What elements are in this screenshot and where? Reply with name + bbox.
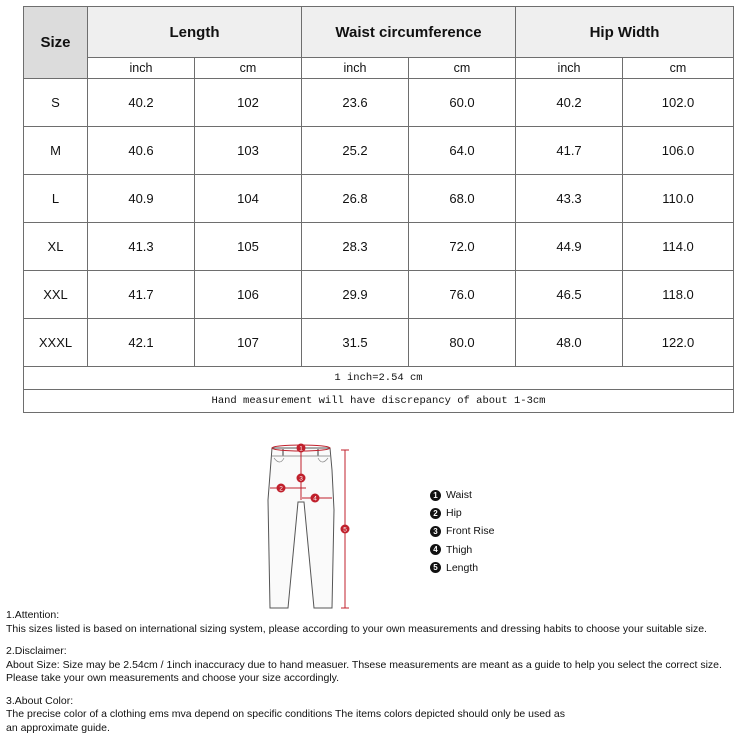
legend-item-waist: [430, 486, 494, 504]
legend-item-front-rise: [430, 522, 494, 540]
legend-label: Front Rise: [446, 525, 495, 538]
waist-inch: 29.9: [302, 271, 409, 319]
number-2-icon: 2: [430, 508, 441, 519]
waist-cm: 60.0: [409, 79, 516, 127]
legend-item-hip: [430, 504, 494, 522]
number-5-icon: 5: [430, 562, 441, 573]
disclaimer-line: About Size: Size may be 2.54cm / 1inch inaccuracy due to hand measuer. Thsese measurements are meant as a guide to help you select the correct size.: [6, 658, 722, 671]
conversion-row: [24, 367, 734, 390]
length-inch: 42.1: [88, 319, 195, 367]
waist-cm: 76.0: [409, 271, 516, 319]
waist-inch: 28.3: [302, 223, 409, 271]
hip-cm: 106.0: [623, 127, 734, 175]
attention-note: [6, 609, 748, 636]
size-label: XL: [24, 223, 88, 271]
unit-cell: cm: [623, 58, 734, 79]
color-line: The precise color of a clothing ems mva depend on specific conditions The items colors depicted should only be used as: [6, 708, 565, 720]
unit-cell: inch: [88, 58, 195, 79]
attention-title: 1.Attention:: [6, 609, 60, 621]
hip-inch: 40.2: [516, 79, 623, 127]
size-chart-table: [23, 6, 734, 413]
svg-text:2: 2: [279, 485, 283, 493]
length-cm: 107: [195, 319, 302, 367]
size-label: L: [24, 175, 88, 223]
unit-cell: cm: [409, 58, 516, 79]
hip-cm: 118.0: [623, 271, 734, 319]
legend-label: Thigh: [446, 543, 473, 556]
length-cm: 106: [195, 271, 302, 319]
number-1-icon: 1: [430, 490, 441, 501]
waist-inch: 25.2: [302, 127, 409, 175]
size-label: M: [24, 127, 88, 175]
length-inch: 40.6: [88, 127, 195, 175]
header-hip: Hip Width: [516, 7, 734, 58]
legend-label: Length: [446, 561, 479, 574]
legend-item-length: [430, 559, 494, 577]
color-title: 3.About Color:: [6, 694, 74, 707]
unit-cell: cm: [195, 58, 302, 79]
hip-cm: 122.0: [623, 319, 734, 367]
hip-inch: 44.9: [516, 223, 623, 271]
hip-inch: 43.3: [516, 175, 623, 223]
header-waist: Waist circumference: [302, 7, 516, 58]
length-cm: 104: [195, 175, 302, 223]
discrepancy-note: Hand measurement will have discrepancy of about 1-3cm: [24, 390, 734, 413]
disclaimer-note: [6, 645, 748, 686]
table-row: [24, 271, 734, 319]
hip-inch: 46.5: [516, 271, 623, 319]
legend-label: Waist: [446, 489, 472, 501]
waist-cm: 68.0: [409, 175, 516, 223]
length-cm: 105: [195, 223, 302, 271]
marker-length: [341, 525, 350, 534]
hip-inch: 41.7: [516, 127, 623, 175]
number-4-icon: 4: [430, 544, 441, 555]
hip-cm: 102.0: [623, 79, 734, 127]
disclaimer-title: 2.Disclaimer:: [6, 645, 67, 657]
waist-cm: 72.0: [409, 223, 516, 271]
waist-inch: 23.6: [302, 79, 409, 127]
unit-cell: inch: [302, 58, 409, 79]
waist-inch: 31.5: [302, 319, 409, 367]
disclaimer-line: Please take your own measurements and choose your size accordingly.: [6, 672, 340, 684]
length-cm: 102: [195, 79, 302, 127]
marker-waist: [297, 444, 306, 453]
color-line: an approximate guide.: [6, 721, 110, 734]
hip-inch: 48.0: [516, 319, 623, 367]
hip-cm: 114.0: [623, 223, 734, 271]
pants-illustration: [262, 440, 372, 615]
marker-thigh: [311, 494, 320, 503]
table-row: [24, 223, 734, 271]
unit-cell: inch: [516, 58, 623, 79]
pants-measurement-diagram: [262, 440, 372, 615]
svg-text:4: 4: [313, 495, 317, 503]
length-inch: 40.9: [88, 175, 195, 223]
table-row: [24, 175, 734, 223]
hip-cm: 110.0: [623, 175, 734, 223]
waist-cm: 64.0: [409, 127, 516, 175]
svg-text:1: 1: [299, 445, 303, 453]
table-row: [24, 127, 734, 175]
marker-front-rise: [297, 474, 306, 483]
legend-item-thigh: [430, 541, 494, 559]
notes-section: [6, 609, 748, 744]
units-row: [24, 58, 734, 79]
attention-text: This sizes listed is based on international sizing system, please according to your own measurements and dressing habits to choose your suitable size.: [6, 622, 707, 635]
length-inch: 41.3: [88, 223, 195, 271]
waist-inch: 26.8: [302, 175, 409, 223]
measurement-legend: [430, 486, 494, 577]
length-cm: 103: [195, 127, 302, 175]
table-header-row: [24, 7, 734, 58]
size-label: XXL: [24, 271, 88, 319]
table-row: [24, 79, 734, 127]
waist-cm: 80.0: [409, 319, 516, 367]
table-row: [24, 319, 734, 367]
color-note: [6, 695, 748, 736]
conversion-note: 1 inch=2.54 cm: [24, 367, 734, 390]
header-size: Size: [24, 7, 88, 79]
length-inch: 40.2: [88, 79, 195, 127]
size-label: S: [24, 79, 88, 127]
discrepancy-row: [24, 390, 734, 413]
number-3-icon: 3: [430, 526, 441, 537]
legend-label: Hip: [446, 507, 462, 520]
size-label: XXXL: [24, 319, 88, 367]
header-length: Length: [88, 7, 302, 58]
marker-hip: [277, 484, 286, 493]
length-inch: 41.7: [88, 271, 195, 319]
svg-text:5: 5: [343, 526, 347, 534]
svg-text:3: 3: [299, 475, 303, 483]
